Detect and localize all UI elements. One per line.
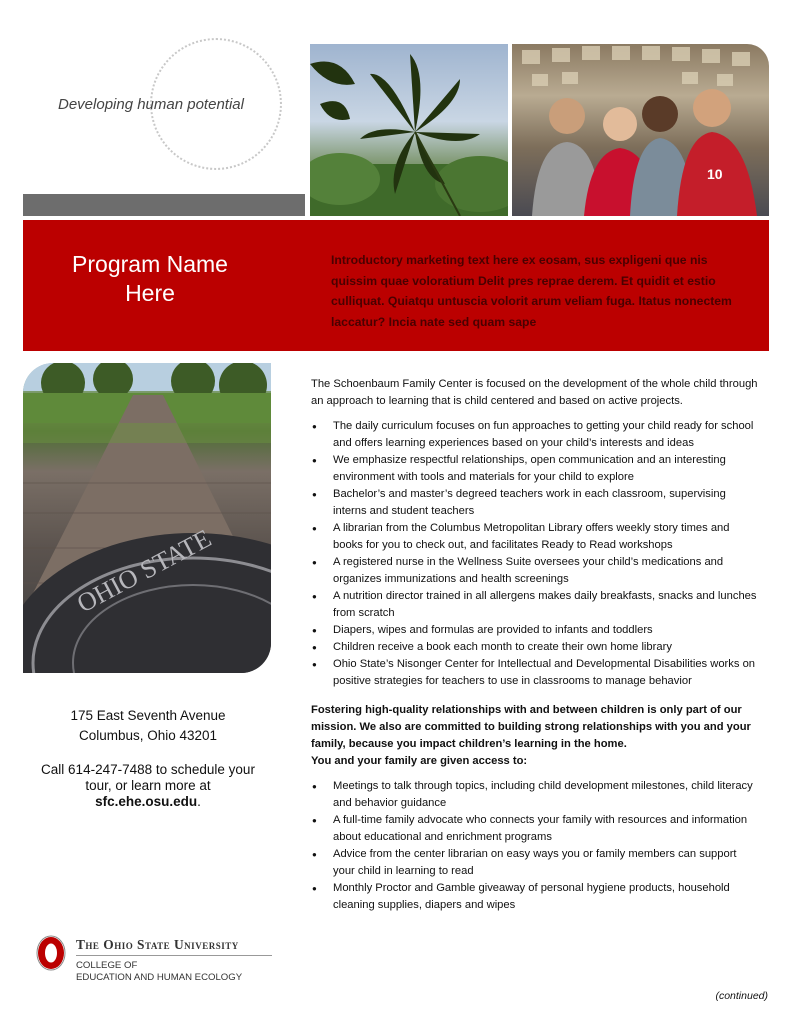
university-name: The Ohio State University bbox=[76, 937, 239, 952]
leaf-photo bbox=[310, 44, 508, 216]
college-line2: EDUCATION AND HUMAN ECOLOGY bbox=[76, 972, 243, 983]
features-list bbox=[311, 418, 761, 690]
college-line1: COLLEGE OF bbox=[76, 960, 138, 971]
list-item: ● Monthly Proctor and Gamble giveaway of personal hygiene products, household cleaning supplies, diapers and wipes bbox=[311, 880, 761, 914]
family-paragraph bbox=[311, 702, 761, 770]
intro-paragraph: The Schoenbaum Family Center is focused on the development of the whole child through an approach to learning that is child centered and based on active projects. bbox=[311, 378, 758, 407]
svg-text:10: 10 bbox=[707, 166, 723, 182]
list-item: ● Advice from the center librarian on easy ways you or family members can support your child in learning to read bbox=[311, 846, 761, 880]
campus-walkway-photo bbox=[23, 363, 271, 673]
family-paragraph-text: Fostering high-quality relationships with and between children is only part of our mission. We also are committed to building strong relationships with you and your family, because you impact children’s learning in the home. bbox=[311, 704, 751, 750]
list-item: ● Bachelor’s and master’s degreed teachers work in each classroom, supervising interns and student teachers bbox=[311, 486, 761, 520]
block-o-logo-icon bbox=[36, 935, 66, 971]
list-item: ● Ohio State’s Nisonger Center for Intellectual and Developmental Disabilities works on positive strategies for teachers to use in classrooms to manage behavior bbox=[311, 656, 761, 690]
address-street: 175 East Seventh Avenue bbox=[70, 708, 226, 723]
gray-accent-bar bbox=[23, 194, 305, 216]
list-item: ● A full-time family advocate who connects your family with resources and information about educational and enrichment programs bbox=[311, 812, 761, 846]
logo-divider bbox=[76, 955, 272, 956]
call-text: Call 614-247-7488 to schedule your tour, or learn more at bbox=[41, 762, 255, 793]
address-city: Columbus, Ohio 43201 bbox=[78, 728, 218, 743]
list-item: ● The daily curriculum focuses on fun approaches to getting your child ready for school and offers learning experiences based on your child’s interests and ideas bbox=[311, 418, 761, 452]
list-item: ● Diapers, wipes and formulas are provided to infants and toddlers bbox=[311, 622, 761, 639]
program-name-line2: Here bbox=[125, 280, 175, 306]
list-item: ● A librarian from the Columbus Metropolitan Library offers weekly story times and books for you to check out, and facilitates Ready to Read workshops bbox=[311, 520, 761, 554]
call-suffix: . bbox=[197, 794, 201, 809]
svg-text:OHIO STATE: OHIO STATE bbox=[72, 523, 216, 619]
call-to-action bbox=[40, 762, 256, 810]
college-name bbox=[76, 960, 242, 984]
address-block bbox=[40, 706, 256, 746]
program-name bbox=[40, 250, 260, 308]
main-content bbox=[311, 376, 761, 914]
list-item: ● Children receive a book each month to create their own home library bbox=[311, 639, 761, 656]
list-item: ● Meetings to talk through topics, including child development milestones, child literacy and behavior guidance bbox=[311, 778, 761, 812]
list-item: ● A registered nurse in the Wellness Suite oversees your child’s medications and organizes immunizations and health screenings bbox=[311, 554, 761, 588]
students-photo bbox=[512, 44, 769, 216]
family-access-heading: You and your family are given access to: bbox=[311, 755, 528, 767]
tagline: Developing human potential bbox=[58, 96, 244, 113]
list-item: ● We emphasize respectful relationships, open communication and an interesting environment with tools and materials for your child to explore bbox=[311, 452, 761, 486]
family-access-list bbox=[311, 778, 761, 914]
list-item: ● A nutrition director trained in all allergens makes daily breakfasts, snacks and lunches from scratch bbox=[311, 588, 761, 622]
website-link[interactable]: sfc.ehe.osu.edu bbox=[95, 794, 198, 809]
intro-marketing-text: Introductory marketing text here ex eosam, sus expligeni que nis quissim quae voloratium Delit pres reprae derem. Et quidit et estio culliquat. Quiatqu untuscia volorit arum veliam fuga. Itatus nonectem laccatur? Incia nate sed quam sape bbox=[331, 253, 732, 329]
continued-note: (continued) bbox=[715, 990, 768, 1002]
program-name-line1: Program Name bbox=[72, 251, 228, 277]
